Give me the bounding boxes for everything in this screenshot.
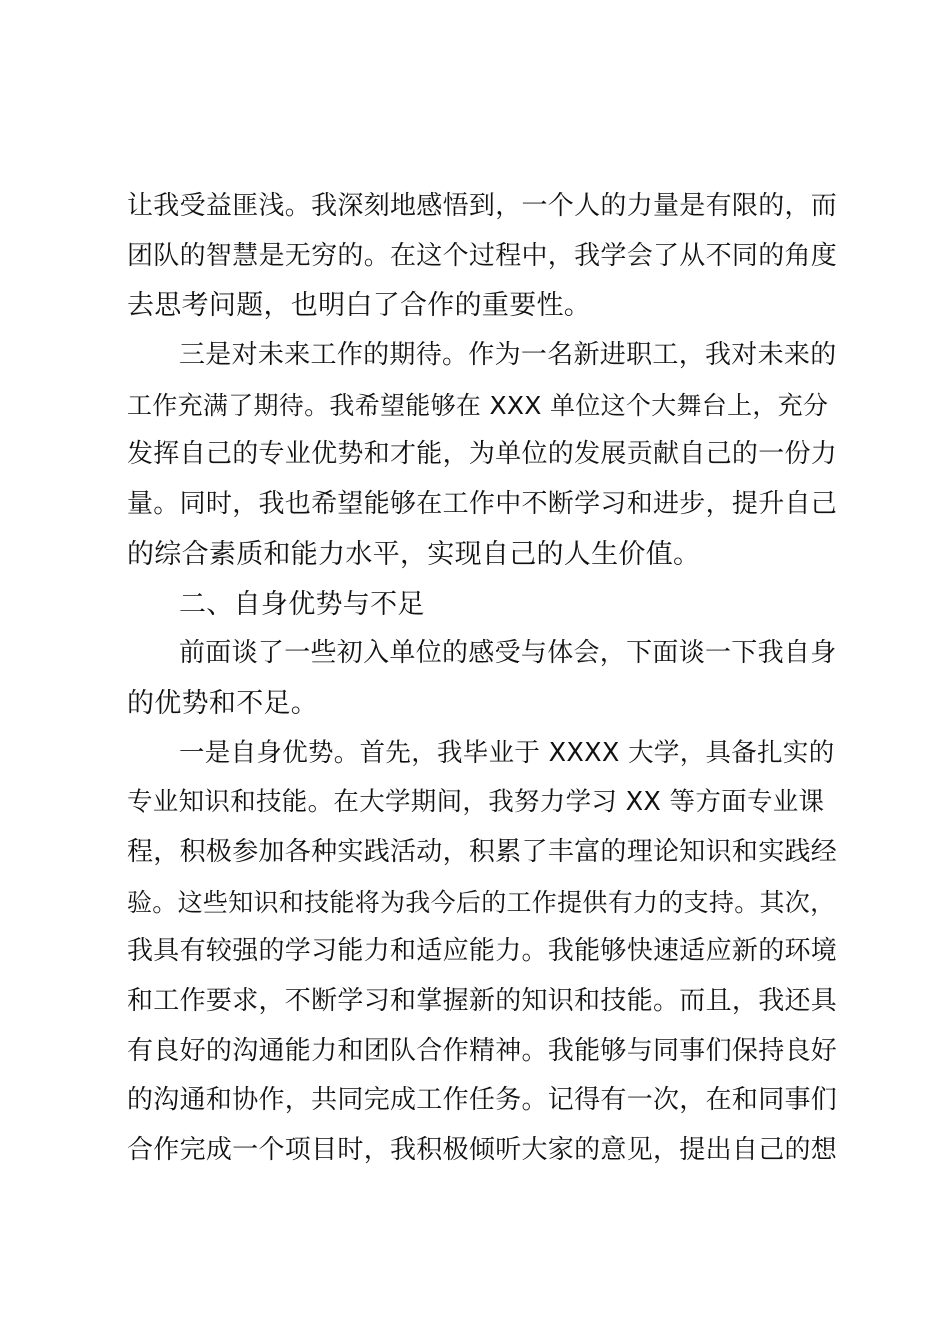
text-line-5: 工作充满了期待。我希望能够在 XXX 单位这个大舞台上，充分 (127, 390, 829, 420)
section-heading: 二、自身优势与不足 (179, 588, 425, 620)
text-line-3: 去思考问题，也明白了合作的重要性。 (127, 290, 592, 322)
text-line-11: 的优势和不足。 (127, 687, 319, 719)
text-line-10: 前面谈了一些初入单位的感受与体会，下面谈一下我自身 (179, 638, 837, 669)
text-line-16: 我具有较强的学习能力和适应能力。我能够快速适应新的环境 (127, 936, 838, 967)
text-line-1: 让我受益匪浅。我深刻地感悟到，一个人的力量是有限的，而 (127, 191, 838, 221)
text-line-7: 量。同时，我也希望能够在工作中不断学习和进步，提升自己 (127, 489, 838, 520)
text-line-12: 一是自身优势。首先，我毕业于 XXXX 大学，具备扎实的 (179, 737, 835, 768)
document-body (127, 182, 837, 1176)
text-line-6: 发挥自己的专业优势和才能，为单位的发展贡献自己的一份力 (127, 439, 838, 470)
text-line-18: 有良好的沟通能力和团队合作精神。我能够与同事们保持良好 (127, 1035, 838, 1066)
text-line-4: 三是对未来工作的期待。作为一名新进职工，我对未来的 (179, 340, 837, 371)
text-line-19: 的沟通和协作，共同完成工作任务。记得有一次，在和同事们 (127, 1085, 838, 1116)
text-line-20: 合作完成一个项目时，我积极倾听大家的意见，提出自己的想 (127, 1135, 838, 1166)
text-line-13: 专业知识和技能。在大学期间，我努力学习 XX 等方面专业课 (127, 787, 825, 818)
text-line-14: 程，积极参加各种实践活动，积累了丰富的理论知识和实践经 (127, 836, 838, 867)
text-line-8: 的综合素质和能力水平，实现自己的人生价值。 (127, 538, 701, 570)
text-line-17: 和工作要求，不断学习和掌握新的知识和技能。而且，我还具 (127, 986, 838, 1016)
text-line-2: 团队的智慧是无穷的。在这个过程中，我学会了从不同的角度 (127, 240, 838, 271)
text-line-15: 验。这些知识和技能将为我今后的工作提供有力的支持。其次， (127, 887, 836, 917)
